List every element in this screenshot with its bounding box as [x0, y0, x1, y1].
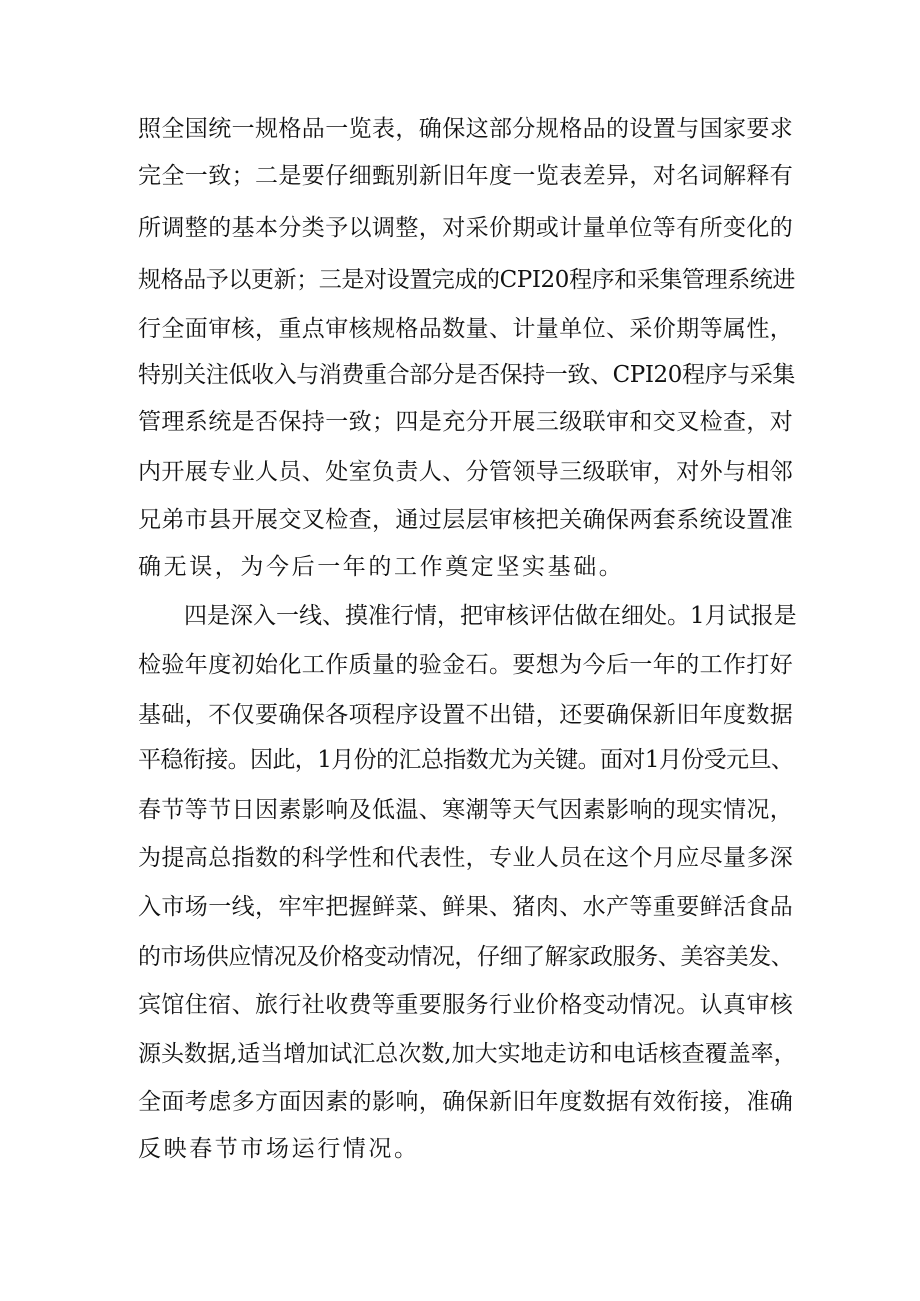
text-line: 入市场一线，牢牢把握鲜菜、鲜果、猪肉、水产等重要鲜活食品 — [138, 894, 794, 920]
text-line: 兄弟市县开展交叉检查，通过层层审核把关确保两套系统设置准 — [138, 507, 794, 533]
text-line: 宾馆住宿、旅行社收费等重要服务行业价格变动情况。认真审核 — [138, 992, 794, 1018]
text-line: 完全一致；二是要仔细甄别新旧年度一览表差异，对名词解释有 — [138, 163, 794, 189]
text-line: 源头数据,适当增加试汇总次数,加大实地走访和电话核查覆盖率， — [138, 1041, 797, 1067]
text-line: 的市场供应情况及价格变动情况，仔细了解家政服务、美容美发、 — [138, 944, 794, 970]
text-line: 平稳衔接。因此，1月份的汇总指数尤为关键。面对1月份受元旦、 — [138, 747, 794, 773]
text-line: 为提高总指数的科学性和代表性，专业人员在这个月应尽量多深 — [138, 845, 794, 871]
text-line: 春节等节日因素影响及低温、寒潮等天气因素影响的现实情况， — [138, 797, 794, 823]
text-line: 检验年度初始化工作质量的验金石。要想为今后一年的工作打好 — [138, 652, 794, 678]
text-line: 规格品予以更新；三是对设置完成的CPI20程序和采集管理系统进 — [138, 267, 796, 293]
text-line: 照全国统一规格品一览表，确保这部分规格品的设置与国家要求 — [138, 116, 794, 142]
text-line: 全面考虑多方面因素的影响，确保新旧年度数据有效衔接，准确 — [138, 1089, 794, 1115]
text-line: 内开展专业人员、处室负责人、分管领导三级联审，对外与相邻 — [138, 459, 794, 485]
text-line: 反映春节市场运行情况。 — [138, 1136, 420, 1162]
text-line: 特别关注低收入与消费重合部分是否保持一致、CPI20程序与采集 — [138, 362, 796, 388]
text-line: 行全面审核，重点审核规格品数量、计量单位、采价期等属性， — [138, 316, 794, 342]
text-line: 四是深入一线、摸准行情，把审核评估做在细处。1月试报是 — [184, 603, 797, 629]
text-line: 基础，不仅要确保各项程序设置不出错，还要确保新旧年度数据 — [138, 702, 794, 728]
text-line: 确无误，为今后一年的工作奠定坚实基础。 — [138, 554, 625, 580]
text-line: 管理系统是否保持一致；四是充分开展三级联审和交叉检查，对 — [138, 409, 794, 435]
text-line: 所调整的基本分类予以调整，对采价期或计量单位等有所变化的 — [138, 215, 794, 241]
